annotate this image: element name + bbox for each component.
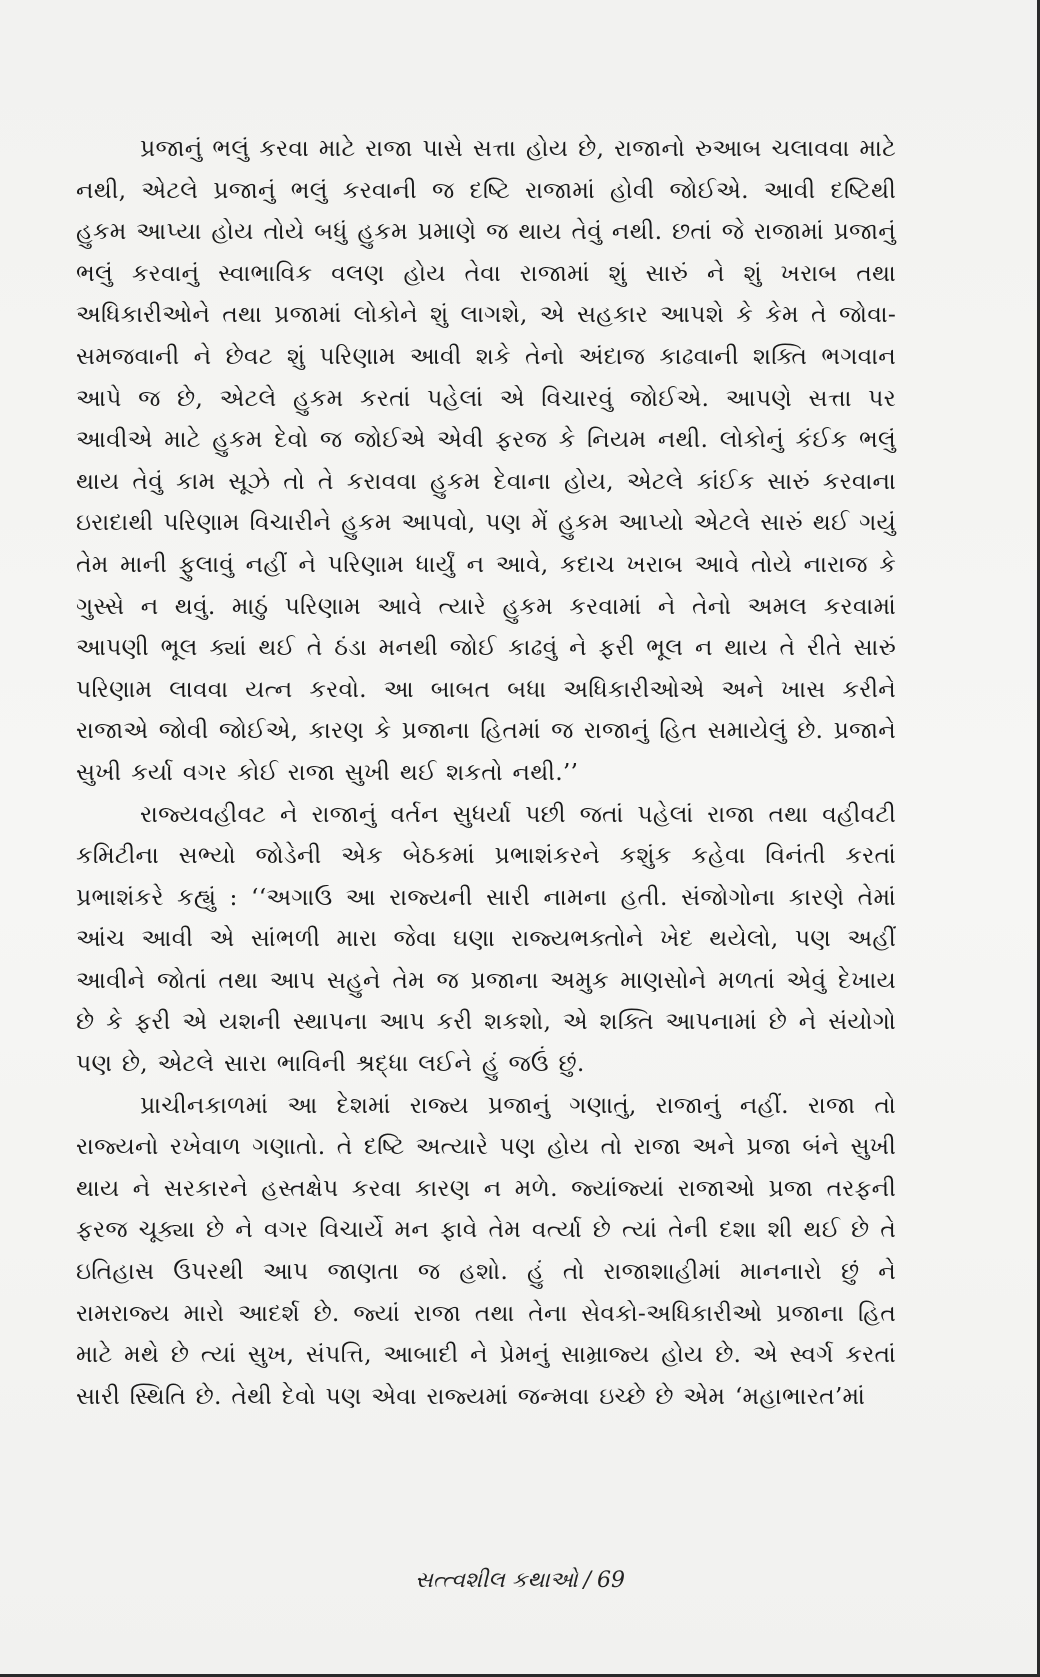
paragraph-3: પ્રાચીનકાળમાં આ દેશમાં રાજ્ય પ્રજાનું ગણાતું, રાજાનું નહીં. રાજા તો રાજ્યનો રખેવાળ ગણાતો. તે દષ્ટિ અત્યારે પણ હોય તો રાજા અને પ્રજા બંને સુખી થાય ને સરકારને હસ્તક્ષેપ કરવા કારણ ન મળે. જ્યાંજ્યાં રાજાઓ પ્રજા તરફની ફરજ ચૂક્યા છે ને વગર વિચાર્યે મન ફાવે તેમ વર્ત્યા છે ત્યાં તેની દશા શી થઈ છે તે ઇતિહાસ ઉપરથી આપ જાણતા જ હશો. હું તો રાજાશાહીમાં માનનારો છું ને રામરાજ્ય મારો આદર્શ છે. જ્યાં રાજા તથા તેના સેવકો-અધિકારીઓ પ્રજાના હિત માટે મથે છે ત્યાં સુખ, સંપત્તિ, આબાદી ને પ્રેમનું સામ્રાજ્ય હોય છે. એ સ્વર્ગ કરતાં સારી સ્થિતિ છે. તેથી દેવો પણ એવા રાજ્યમાં જન્મવા ઇચ્છે છે એમ ‘મહાભારત’માં	[76, 1090, 896, 1410]
paragraph-1: પ્રજાનું ભલું કરવા માટે રાજા પાસે સત્તા હોય છે, રાજાનો રુઆબ ચલાવવા માટે નથી, એટલે પ્રજાનું ભલું કરવાની જ દષ્ટિ રાજામાં હોવી જોઈએ. આવી દષ્ટિથી હુકમ આપ્યા હોય તોયે બધું હુકમ પ્રમાણે જ થાય તેવું નથી. છતાં જે રાજામાં પ્રજાનું ભલું કરવાનું સ્વાભાવિક વલણ હોય તેવા રાજામાં શું સારું ને શું ખરાબ તથા અધિકારીઓને તથા પ્રજામાં લોકોને શું લાગશે, એ સહકાર આપશે કે કેમ તે જોવા-સમજવાની ને છેવટ શું પરિણામ આવી શકે તેનો અંદાજ કાઢવાની શક્તિ ભગવાન આપે જ છે, એટલે હુકમ કરતાં પહેલાં એ વિચારવું જોઈએ. આપણે સત્તા પર આવીએ માટે હુકમ દેવો જ જોઈએ એવી ફરજ કે નિયમ નથી. લોકોનું કંઈક ભલું થાય તેવું કામ સૂઝે તો તે કરાવવા હુકમ દેવાના હોય, એટલે કાંઈક સારું કરવાના ઇરાદાથી પરિણામ વિચારીને હુકમ આપવો, પણ મેં હુકમ આપ્યો એટલે સારું થઈ ગયું તેમ માની ફુલાવું નહીં ને પરિણામ ધાર્યું ન આવે, કદાચ ખરાબ આવે તોયે નારાજ કે ગુસ્સે ન થવું. માઠું પરિણામ આવે ત્યારે હુકમ કરવામાં ને તેનો અમલ કરવામાં આપણી ભૂલ ક્યાં થઈ તે ઠંડા મનથી જોઈ કાઢવું ને ફરી ભૂલ ન થાય તે રીતે સારું પરિણામ લાવવા યત્ન કરવો. આ બાબત બધા અધિકારીઓએ અને ખાસ કરીને રાજાએ જોવી જોઈએ, કારણ કે પ્રજાના હિતમાં જ રાજાનું હિત સમાયેલું છે. પ્રજાને સુખી કર્યા વગર કોઈ રાજા સુખી થઈ શકતો નથી.’’	[76, 134, 896, 786]
footer-separator: /	[583, 1568, 591, 1593]
footer-book-title: સત્ત્વશીલ કથાઓ	[415, 1568, 578, 1593]
page-number: 69	[597, 1568, 625, 1593]
page-footer	[0, 1568, 1040, 1593]
body-text	[76, 128, 896, 1417]
paragraph-2: રાજ્યવહીવટ ને રાજાનું વર્તન સુધર્યા પછી જતાં પહેલાં રાજા તથા વહીવટી કમિટીના સભ્યો જોડેની એક બેઠકમાં પ્રભાશંકરને કશુંક કહેવા વિનંતી કરતાં પ્રભાશંકરે કહ્યું : ‘‘અગાઉ આ રાજ્યની સારી નામના હતી. સંજોગોના કારણે તેમાં આંચ આવી એ સાંભળી મારા જેવા ઘણા રાજ્યભક્તોને ખેદ થયેલો, પણ અહીં આવીને જોતાં તથા આપ સહુને તેમ જ પ્રજાના અમુક માણસોને મળતાં એવું દેખાય છે કે ફરી એ યશની સ્થાપના આપ કરી શકશો, એ શક્તિ આપનામાં છે ને સંયોગો પણ છે, એટલે સારા ભાવિની શ્રદ્ધા લઈને હું જઉં છું.	[76, 799, 896, 1078]
